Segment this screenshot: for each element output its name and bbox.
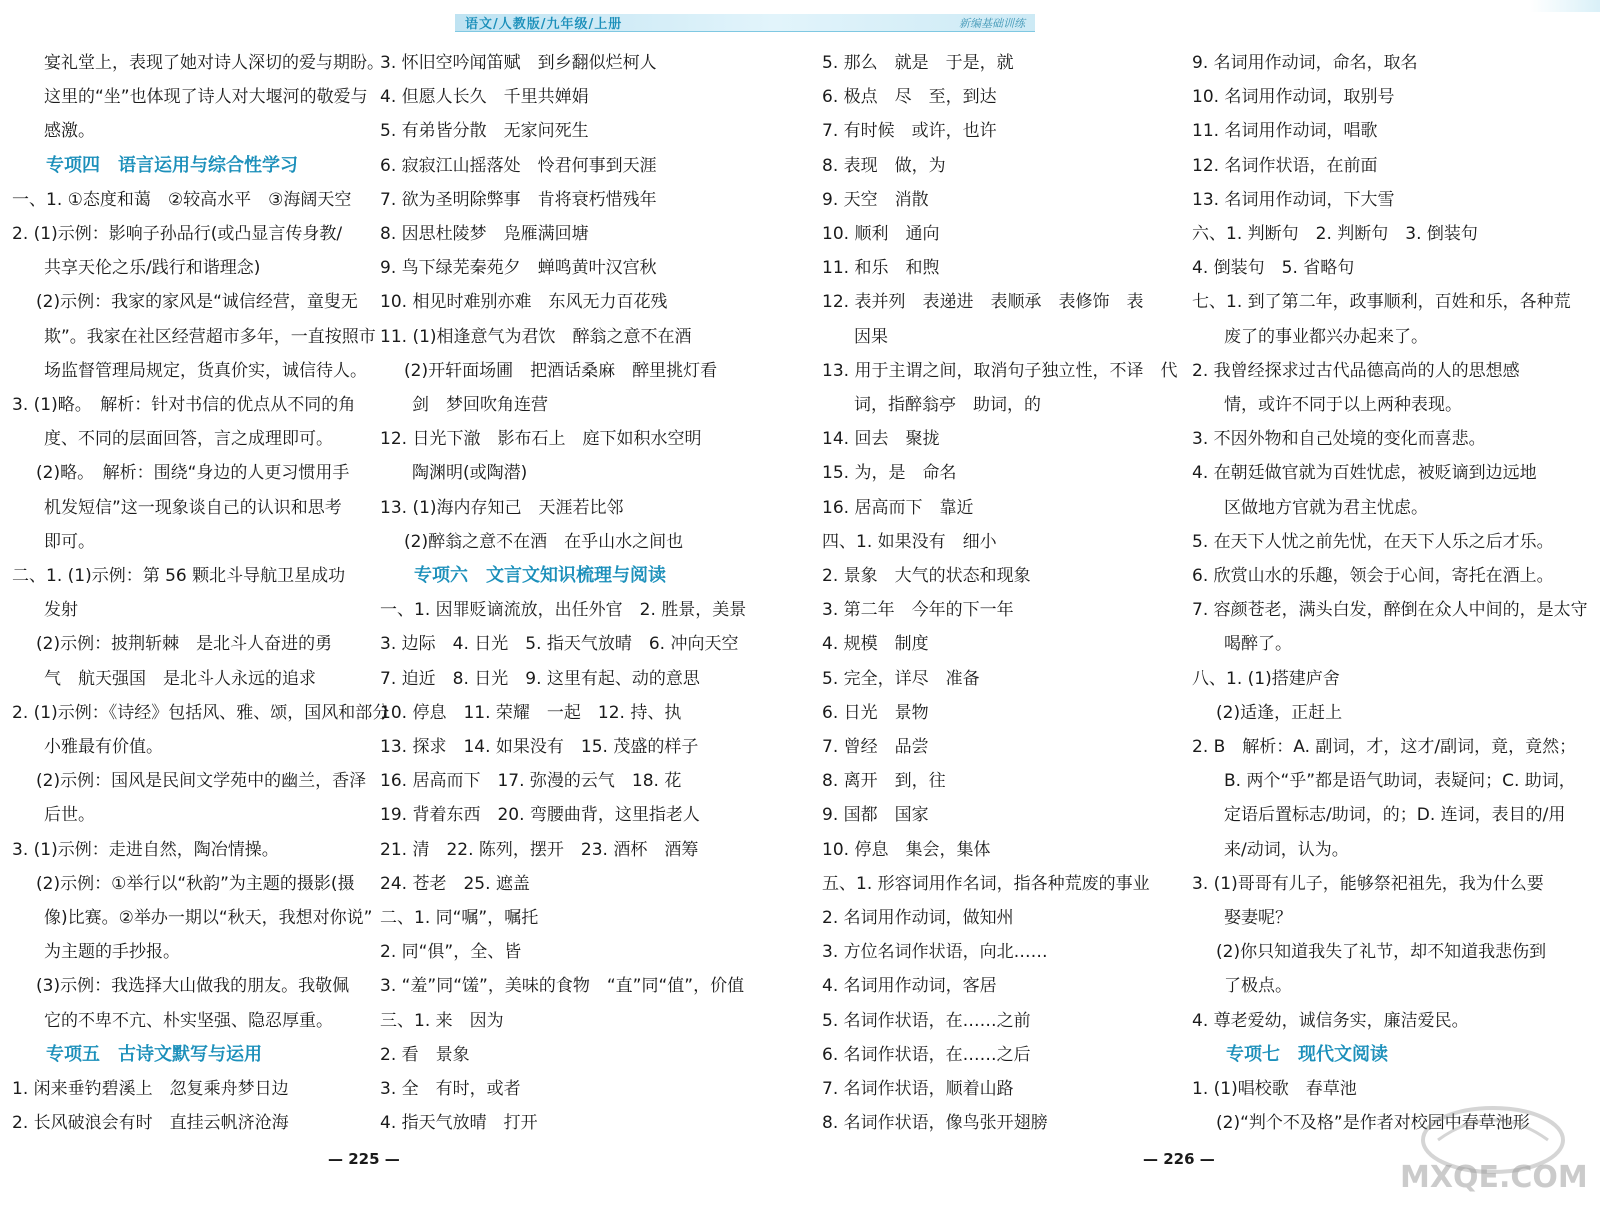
answer-line: (2)示例：①举行以“秋韵”为主题的摄影(摄 <box>36 873 355 894</box>
answer-line: 13. 名词用作动词，下大雪 <box>1192 189 1395 210</box>
answer-line: 因果 <box>854 326 888 347</box>
answer-line: 宴礼堂上，表现了她对诗人深切的爱与期盼。 <box>44 53 384 73</box>
answer-line: 5. 完全，详尽 准备 <box>822 668 980 689</box>
answer-line: (2)开轩面场圃 把酒话桑麻 醉里挑灯看 <box>404 360 718 381</box>
answer-line: 废了的事业都兴办起来了。 <box>1224 326 1428 347</box>
answer-line: 8. 名词作状语，像鸟张开翅膀 <box>822 1113 1048 1134</box>
answer-line: 7. 迫近 8. 日光 9. 这里有起、动的意思 <box>380 668 700 689</box>
answer-line: 2. 名词用作动词，做知州 <box>822 908 1014 929</box>
answer-line: 10. 顺利 通向 <box>822 224 940 245</box>
answer-line: 二、1. (1)示例：第 56 颗北斗导航卫星成功 <box>12 566 346 587</box>
answer-line: (2)适逢，正赶上 <box>1216 702 1343 723</box>
answer-line: B. 两个“乎”都是语气助词，表疑问；C. 助词， <box>1224 771 1576 792</box>
answer-line: 9. 鸟下绿芜秦苑夕 蝉鸣黄叶汉宫秋 <box>380 258 657 279</box>
answer-line: 6. 日光 景物 <box>822 702 929 723</box>
answer-line: 六、1. 判断句 2. 判断句 3. 倒装句 <box>1192 224 1478 245</box>
answer-line: 喝醉了。 <box>1224 634 1292 655</box>
answer-line: 4. 倒装句 5. 省略句 <box>1192 258 1355 279</box>
answer-line: 13. 探求 14. 如果没有 15. 茂盛的样子 <box>380 737 699 758</box>
answer-line: 为主题的手抄报。 <box>44 942 180 963</box>
column-4 <box>1192 46 1588 1141</box>
answer-line: 2. (1)示例：影响子孙品行(或凸显言传身教/ <box>12 224 343 245</box>
answer-line: 11. (1)相逢意气为君饮 醉翁之意不在酒 <box>380 326 692 347</box>
answer-line: (3)示例：我选择大山做我的朋友。我敬佩 <box>36 976 350 997</box>
column-2 <box>380 46 747 1141</box>
answer-line: 3. 不因外物和自己处境的变化而喜悲。 <box>1192 429 1486 450</box>
answer-line: 8. 因思杜陵梦 凫雁满回塘 <box>380 224 589 245</box>
answer-line: (2)你只知道我失了礼节，却不知道我悲伤到 <box>1216 942 1547 963</box>
answer-line: 9. 国都 国家 <box>822 805 929 826</box>
answer-line: (2)示例：国风是民间文学苑中的幽兰，香泽 <box>36 771 367 792</box>
answer-line: 16. 居高而下 靠近 <box>822 497 974 518</box>
answer-line: (2)醉翁之意不在酒 在乎山水之间也 <box>404 531 684 552</box>
answer-line: 13. (1)海内存知己 天涯若比邻 <box>380 497 624 518</box>
section-heading: 专项四 语言运用与综合性学习 <box>46 154 298 176</box>
answer-line: 9. 天空 消散 <box>822 189 929 210</box>
answer-line: 后世。 <box>44 805 95 826</box>
answer-line: 4. 但愿人长久 千里共婵娟 <box>380 87 589 108</box>
section-heading: 专项五 古诗文默写与运用 <box>46 1043 262 1065</box>
answer-line: 10. 停息 11. 荣耀 一起 12. 持、执 <box>380 702 682 723</box>
answer-line: (2)示例：披荆斩棘 是北斗人奋进的勇 <box>36 634 333 655</box>
answer-line: 6. 名词作状语，在……之后 <box>822 1044 1031 1065</box>
watermark-text: MXQE.COM <box>1400 1160 1588 1195</box>
answer-line: 14. 回去 聚拢 <box>822 429 940 450</box>
answer-line: 4. 规模 制度 <box>822 634 929 655</box>
answer-line: 4. 指天气放晴 打开 <box>380 1113 538 1134</box>
answer-line: 15. 为，是 命名 <box>822 463 957 484</box>
answer-line: 5. 那么 就是 于是，就 <box>822 53 1014 73</box>
running-header <box>455 14 1035 32</box>
answer-line: 6. 寂寂江山摇落处 怜君何事到天涯 <box>380 155 657 176</box>
answer-line: 7. 有时候 或许，也许 <box>822 121 997 142</box>
answer-line: 四、1. 如果没有 细小 <box>822 531 997 552</box>
answer-line: 12. 日光下澈 影布石上 庭下如积水空明 <box>380 429 702 450</box>
answer-line: 1. (1)唱校歌 春草池 <box>1192 1079 1357 1100</box>
answer-line: 一、1. 因罪贬谪流放，出任外官 2. 胜景，美景 <box>380 600 747 621</box>
answer-line: 19. 背着东西 20. 弯腰曲背，这里指老人 <box>380 805 700 826</box>
answer-line: 6. 欣赏山水的乐趣，领会于心间，寄托在酒上。 <box>1192 566 1554 587</box>
answer-line: 二、1. 同“嘱”，嘱托 <box>380 908 539 929</box>
answer-line: 12. 表并列 表递进 表顺承 表修饰 表 <box>822 292 1144 313</box>
answer-line: (2)示例：我家的家风是“诚信经营，童叟无 <box>36 292 358 313</box>
answer-line: 七、1. 到了第二年，政事顺利，百姓和乐，各种荒 <box>1192 292 1571 313</box>
answer-line: 情，或许不同于以上两种表现。 <box>1224 395 1462 416</box>
answer-line: 感激。 <box>44 121 95 142</box>
answer-line: 3. (1)哥哥有儿子，能够祭祀祖先，我为什么要 <box>1192 873 1544 894</box>
answer-line: 24. 苍老 25. 遮盖 <box>380 873 530 894</box>
section-heading: 专项七 现代文阅读 <box>1226 1043 1388 1065</box>
answer-line: 7. 容颜苍老，满头白发，醉倒在众人中间的，是太守 <box>1192 600 1588 621</box>
answer-line: 12. 名词作状语，在前面 <box>1192 155 1378 176</box>
corner-tab <box>1530 0 1600 12</box>
answer-line: 共享天伦之乐/践行和谐理念) <box>44 258 261 279</box>
answer-line: 来/动词，认为。 <box>1224 839 1349 860</box>
page-number-right: — 226 — <box>1143 1150 1215 1168</box>
answer-line: 3. (1)略。 解析：针对书信的优点从不同的角 <box>12 395 356 416</box>
answer-line: 机发短信”这一现象谈自己的认识和思考 <box>44 497 342 518</box>
answer-line: 1. 闲来垂钓碧溪上 忽复乘舟梦日边 <box>12 1079 289 1100</box>
answer-line: (2)略。 解析：围绕“身边的人更习惯用手 <box>36 463 350 484</box>
answer-line: 小雅最有价值。 <box>44 737 163 758</box>
answer-line: 10. 名词用作动词，取别号 <box>1192 87 1395 108</box>
answer-line: 7. 欲为圣明除弊事 肯将衰朽惜残年 <box>380 189 657 210</box>
answer-line: 7. 名词作状语，顺着山路 <box>822 1079 1014 1100</box>
answer-line: 一、1. ①态度和蔼 ②较高水平 ③海阔天空 <box>12 189 352 210</box>
answer-line: 区做地方官就为君主忧虑。 <box>1224 497 1428 518</box>
answer-line: 2. 我曾经探求过古代品德高尚的人的思想感 <box>1192 360 1520 381</box>
answer-line: 五、1. 形容词用作名词，指各种荒废的事业 <box>822 873 1150 894</box>
answer-line: 三、1. 来 因为 <box>380 1010 504 1031</box>
answer-line: 4. 尊老爱幼，诚信务实，廉洁爱民。 <box>1192 1010 1469 1031</box>
header-subject: 语文/人教版/九年级/上册 <box>465 17 623 32</box>
answer-line: 气 航天强国 是北斗人永远的追求 <box>44 668 316 689</box>
answer-line: 4. 名词用作动词，客居 <box>822 976 997 997</box>
answer-line: 5. 名词作状语，在……之前 <box>822 1010 1031 1031</box>
answer-line: 词，指醉翁亭 助词，的 <box>854 395 1041 416</box>
answer-line: 剑 梦回吹角连营 <box>412 395 548 416</box>
answer-line: 发射 <box>44 600 78 621</box>
answer-line: 7. 曾经 品尝 <box>822 737 929 758</box>
answer-line: 这里的“坐”也体现了诗人对大堰河的敬爱与 <box>44 87 368 108</box>
answer-line: 欺”。我家在社区经营超市多年，一直按照市 <box>44 326 376 347</box>
answer-line: 陶渊明(或陶潜) <box>412 463 528 484</box>
answer-line: 3. 怀旧空吟闻笛赋 到乡翻似烂柯人 <box>380 53 657 73</box>
answer-line: 八、1. (1)搭建庐舍 <box>1192 668 1340 689</box>
answer-line: 3. 边际 4. 日光 5. 指天气放晴 6. 冲向天空 <box>380 634 739 655</box>
answer-line: 8. 离开 到，往 <box>822 771 946 792</box>
answer-line: 5. 有弟皆分散 无家问死生 <box>380 121 589 142</box>
answer-line: 娶妻呢？ <box>1224 908 1292 929</box>
answer-line: (2)“判个不及格”是作者对校园中春草池形 <box>1216 1113 1530 1134</box>
answer-line: 11. 和乐 和煦 <box>822 258 940 279</box>
answer-line: 9. 名词用作动词，命名，取名 <box>1192 53 1418 73</box>
section-heading: 专项六 文言文知识梳理与阅读 <box>414 565 666 587</box>
answer-line: 2. (1)示例：《诗经》包括风、雅、颂，国风和部分 <box>12 702 390 723</box>
answer-line: 了极点。 <box>1224 976 1292 997</box>
answer-line: 它的不卑不亢、朴实坚强、隐忍厚重。 <box>44 1010 333 1031</box>
answer-line: 21. 清 22. 陈列，摆开 23. 酒杯 酒筹 <box>380 839 699 860</box>
answer-line: 2. 同“俱”，全、皆 <box>380 942 522 963</box>
answer-line: 2. 景象 大气的状态和现象 <box>822 566 1031 587</box>
answer-line: 即可。 <box>44 531 95 552</box>
column-3 <box>822 46 1182 1141</box>
answer-line: 度、不同的层面回答，言之成理即可。 <box>44 429 333 450</box>
page-number-left: — 225 — <box>328 1150 400 1168</box>
answer-line: 13. 用于主谓之间，取消句子独立性，不译 代 <box>822 360 1178 381</box>
answer-line: 4. 在朝廷做官就为百姓忧虑，被贬谪到边远地 <box>1192 463 1537 484</box>
answer-line: 3. 方位名词作状语，向北…… <box>822 942 1048 963</box>
answer-line: 3. “羞”同“馐”，美味的食物 “直”同“值”，价值 <box>380 976 745 997</box>
answer-line: 6. 极点 尽 至，到达 <box>822 87 997 108</box>
answer-line: 2. 看 景象 <box>380 1044 470 1065</box>
answer-line: 场监督管理局规定，货真价实，诚信待人。 <box>44 360 367 381</box>
answer-line: 11. 名词用作动词，唱歌 <box>1192 121 1378 142</box>
answer-line: 定语后置标志/助词，的；D. 连词，表目的/用 <box>1224 805 1566 826</box>
answer-line: 5. 在天下人忧之前先忧，在天下人乐之后才乐。 <box>1192 531 1554 552</box>
answer-line: 3. 全 有时，或者 <box>380 1079 521 1100</box>
answer-line: 3. (1)示例：走进自然，陶冶情操。 <box>12 839 279 860</box>
column-1 <box>12 46 390 1141</box>
answer-line: 10. 停息 集会，集体 <box>822 839 991 860</box>
answer-line: 10. 相见时难别亦难 东风无力百花残 <box>380 292 668 313</box>
answer-line: 2. B 解析：A. 副词，才，这才/副词，竟，竟然； <box>1192 737 1577 758</box>
answer-line: 16. 居高而下 17. 弥漫的云气 18. 花 <box>380 771 682 792</box>
answer-line: 3. 第二年 今年的下一年 <box>822 600 1014 621</box>
answer-line: 像)比赛。②举办一期以“秋天，我想对你说” <box>44 908 373 929</box>
answer-line: 8. 表现 做，为 <box>822 155 946 176</box>
header-series: 新编基础训练 <box>959 16 1025 30</box>
answer-line: 2. 长风破浪会有时 直挂云帆济沧海 <box>12 1113 289 1134</box>
